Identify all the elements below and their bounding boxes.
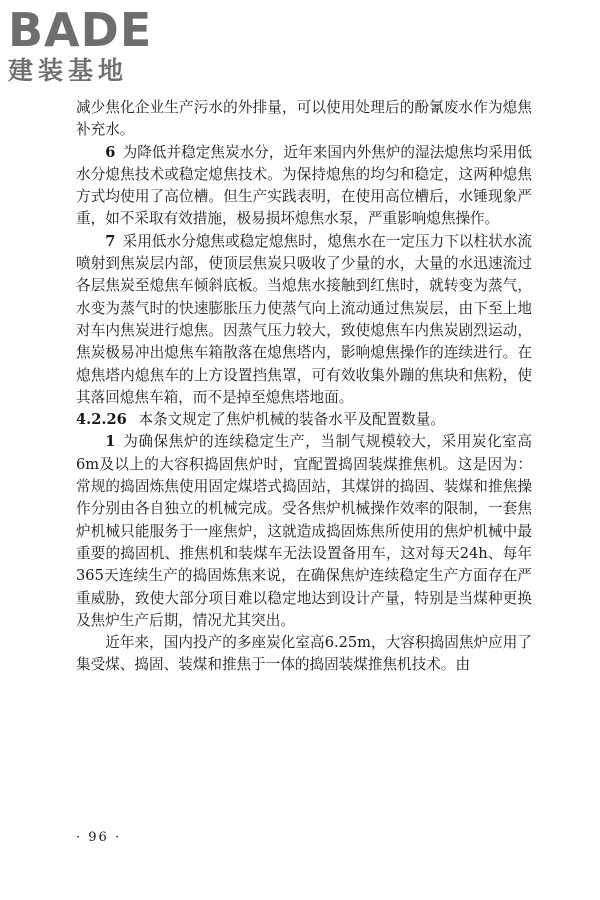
paragraph-text: 采用低水分熄焦或稳定熄焦时，熄焦水在一定压力下以柱状水流喷射到焦炭层内部，使顶层焦炭只吸收了少量的水，大量的水迅速流过各层焦炭至熄焦车倾斜底板。当熄焦水接触到红焦时，就转变为蒸气，水变为蒸气时的快速膨胀压力使蒸气向上流动通过焦炭层，由下至上地对车内焦炭进行熄焦。因蒸气压力较大，致使熄焦车内焦炭剧烈运动，焦炭极易冲出熄焦车箱散落在熄焦塔内，影响熄焦操作的连续进行。在熄焦塔内熄焦车的上方设置挡焦罩，可有效收集外蹦的焦块和焦粉，使其落回熄焦车箱，而不是掉至熄焦塔地面。 (76, 232, 532, 406)
item-number: 6 (105, 143, 116, 161)
paragraph-recent-years: 近年来，国内投产的多座炭化室高6.25m，大容积捣固焦炉应用了集受煤、捣固、装煤和推焦于一体的捣固装煤推焦机技术。由 (76, 634, 532, 674)
paragraph-text: 为降低并稳定焦炭水分，近年来国内外焦炉的湿法熄焦均采用低水分熄焦技术或稳定熄焦技术。为保持熄焦的均匀和稳定，这两种熄焦方式均使用了高位槽。但生产实践表明，在使用高位槽后，水锤现象严重，如不采取有效措施，极易损坏熄焦水泵，严重影响熄焦操作。 (76, 143, 532, 228)
clause-number: 4.2.26 (76, 411, 127, 429)
clause-heading (76, 409, 532, 431)
page-body (76, 97, 532, 677)
paragraph-item-7 (76, 231, 532, 409)
paragraph-item-1 (76, 431, 532, 632)
paragraph-text: 为确保焦炉的连续稳定生产，当制气规模较大，采用炭化室高6m及以上的大容积捣固焦炉时，宜配置捣固装煤推焦机。这是因为：常规的捣固炼焦使用固定煤塔式捣固站，其煤饼的捣固、装煤和推焦操作分别由各自独立的机械完成。受各焦炉机械操作效率的限制，一套焦炉机械只能服务于一座焦炉，这就造成捣固炼焦所使用的焦炉机械中最重要的捣固机、推焦机和装煤车无法设置备用车，这对每天24h、每年365天连续生产的捣固炼焦来说，在确保焦炉连续稳定生产方面存在严重威胁，致使大部分项目难以稳定地达到设计产量，特别是当煤种更换及焦炉生产后期，情况尤其突出。 (76, 433, 532, 629)
paragraph-continued: 减少焦化企业生产污水的外排量，可以使用处理后的酚氰废水作为熄焦补充水。 (76, 99, 532, 139)
logo-mark: BADE (8, 3, 153, 57)
item-number: 7 (105, 232, 116, 250)
logo-subtitle: 建装基地 (8, 56, 129, 85)
item-number: 1 (105, 433, 116, 451)
brand-logo (8, 3, 178, 90)
clause-text: 本条文规定了焦炉机械的装备水平及配置数量。 (138, 411, 445, 429)
paragraph-item-6 (76, 142, 532, 231)
page-number: · 96 · (76, 830, 122, 845)
